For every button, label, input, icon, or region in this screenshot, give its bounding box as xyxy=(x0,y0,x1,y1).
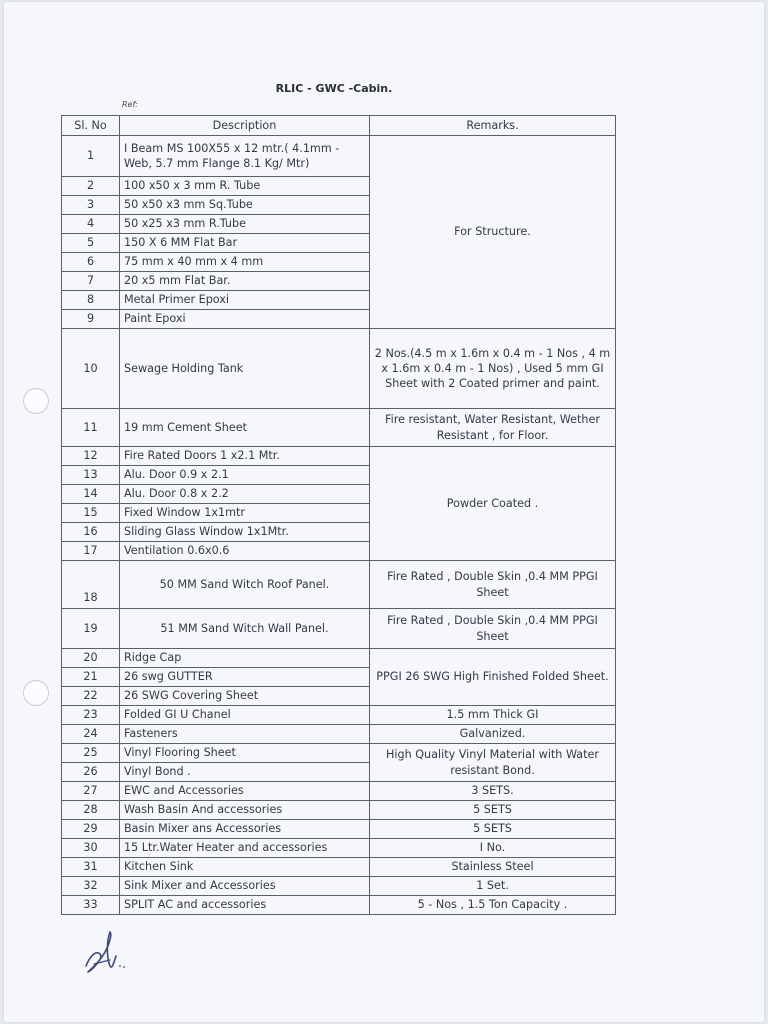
remarks-cell: Fire Rated , Double Skin ,0.4 MM PPGI Sheet xyxy=(370,561,616,609)
description-cell: Basin Mixer ans Accessories xyxy=(120,820,370,839)
description-cell: Vinyl Bond . xyxy=(120,763,370,782)
sl-no-cell: 26 xyxy=(62,763,120,782)
remarks-cell: Powder Coated . xyxy=(370,447,616,561)
description-cell: Metal Primer Epoxi xyxy=(120,291,370,310)
remarks-cell: Fire Rated , Double Skin ,0.4 MM PPGI Sheet xyxy=(370,609,616,649)
description-cell: Alu. Door 0.8 x 2.2 xyxy=(120,485,370,504)
description-cell: 100 x50 x 3 mm R. Tube xyxy=(120,177,370,196)
remarks-cell: 5 SETS xyxy=(370,820,616,839)
description-cell: Folded GI U Chanel xyxy=(120,706,370,725)
sl-no-cell: 9 xyxy=(62,310,120,329)
description-cell: Wash Basin And accessories xyxy=(120,801,370,820)
remarks-cell: High Quality Vinyl Material with Water resistant Bond. xyxy=(370,744,616,782)
description-cell: Kitchen Sink xyxy=(120,858,370,877)
table-row xyxy=(62,447,616,466)
table-row xyxy=(62,609,616,649)
description-cell: Ridge Cap xyxy=(120,649,370,668)
remarks-cell: PPGI 26 SWG High Finished Folded Sheet. xyxy=(370,649,616,706)
description-cell: 26 swg GUTTER xyxy=(120,668,370,687)
signature-mark xyxy=(80,926,140,982)
remarks-cell: 5 - Nos , 1.5 Ton Capacity . xyxy=(370,896,616,915)
sl-no-cell: 19 xyxy=(62,609,120,649)
sl-no-cell: 24 xyxy=(62,725,120,744)
sl-no-cell: 3 xyxy=(62,196,120,215)
sl-no-cell: 32 xyxy=(62,877,120,896)
sl-no-cell: 14 xyxy=(62,485,120,504)
remarks-cell: Galvanized. xyxy=(370,725,616,744)
sl-no-cell: 31 xyxy=(62,858,120,877)
remarks-cell: 5 SETS xyxy=(370,801,616,820)
remarks-cell: 3 SETS. xyxy=(370,782,616,801)
description-cell: Sink Mixer and Accessories xyxy=(120,877,370,896)
description-cell: 50 MM Sand Witch Roof Panel. xyxy=(120,561,370,609)
table-row xyxy=(62,649,616,668)
sl-no-cell: 10 xyxy=(62,329,120,409)
description-cell: I Beam MS 100X55 x 12 mtr.( 4.1mm - Web, 5.7 mm Flange 8.1 Kg/ Mtr) xyxy=(120,136,370,177)
table-row xyxy=(62,801,616,820)
table-row xyxy=(62,136,616,177)
sl-no-cell: 30 xyxy=(62,839,120,858)
sl-no-cell: 27 xyxy=(62,782,120,801)
description-cell: SPLIT AC and accessories xyxy=(120,896,370,915)
description-cell: 26 SWG Covering Sheet xyxy=(120,687,370,706)
remarks-cell: Stainless Steel xyxy=(370,858,616,877)
description-cell: Paint Epoxi xyxy=(120,310,370,329)
document-page xyxy=(4,2,764,1022)
punch-hole xyxy=(23,388,49,414)
sl-no-cell: 15 xyxy=(62,504,120,523)
table-row xyxy=(62,877,616,896)
remarks-cell: 1 Set. xyxy=(370,877,616,896)
description-cell: Sewage Holding Tank xyxy=(120,329,370,409)
sl-no-cell: 28 xyxy=(62,801,120,820)
description-cell: Fire Rated Doors 1 x2.1 Mtr. xyxy=(120,447,370,466)
description-cell: EWC and Accessories xyxy=(120,782,370,801)
sl-no-cell: 16 xyxy=(62,523,120,542)
description-cell: 50 x50 x3 mm Sq.Tube xyxy=(120,196,370,215)
table-row xyxy=(62,744,616,763)
sl-no-cell: 6 xyxy=(62,253,120,272)
table-row xyxy=(62,858,616,877)
description-cell: 20 x5 mm Flat Bar. xyxy=(120,272,370,291)
table-row xyxy=(62,820,616,839)
description-cell: 150 X 6 MM Flat Bar xyxy=(120,234,370,253)
description-cell: 19 mm Cement Sheet xyxy=(120,409,370,447)
table-row xyxy=(62,782,616,801)
description-cell: 15 Ltr.Water Heater and accessories xyxy=(120,839,370,858)
remarks-cell: I No. xyxy=(370,839,616,858)
sl-no-cell: 2 xyxy=(62,177,120,196)
sl-no-cell: 13 xyxy=(62,466,120,485)
remarks-cell: Fire resistant, Water Resistant, Wether Resistant , for Floor. xyxy=(370,409,616,447)
table-row xyxy=(62,839,616,858)
page-title: RLIC - GWC -Cabin. xyxy=(275,82,393,95)
table-row xyxy=(62,561,616,609)
table-row xyxy=(62,329,616,409)
table-row xyxy=(62,706,616,725)
sl-no-cell: 20 xyxy=(62,649,120,668)
description-cell: Vinyl Flooring Sheet xyxy=(120,744,370,763)
sl-no-cell: 12 xyxy=(62,447,120,466)
description-cell: 75 mm x 40 mm x 4 mm xyxy=(120,253,370,272)
description-cell: 50 x25 x3 mm R.Tube xyxy=(120,215,370,234)
sl-no-cell: 23 xyxy=(62,706,120,725)
description-cell: Fasteners xyxy=(120,725,370,744)
remarks-cell: 2 Nos.(4.5 m x 1.6m x 0.4 m - 1 Nos , 4 m x 1.6m x 0.4 m - 1 Nos) , Used 5 mm GI Sheet with 2 Coated primer and paint. xyxy=(370,329,616,409)
table-row xyxy=(62,409,616,447)
header-sl-no: Sl. No xyxy=(62,116,120,136)
description-cell: Sliding Glass Window 1x1Mtr. xyxy=(120,523,370,542)
sl-no-cell: 4 xyxy=(62,215,120,234)
description-cell: Alu. Door 0.9 x 2.1 xyxy=(120,466,370,485)
table-header-row xyxy=(62,116,616,136)
materials-table xyxy=(61,115,616,915)
remarks-cell: For Structure. xyxy=(370,136,616,329)
sl-no-cell: 18 xyxy=(62,561,120,609)
sl-no-cell: 22 xyxy=(62,687,120,706)
sl-no-cell: 1 xyxy=(62,136,120,177)
table-row xyxy=(62,725,616,744)
sl-no-cell: 11 xyxy=(62,409,120,447)
sl-no-cell: 25 xyxy=(62,744,120,763)
header-description: Description xyxy=(120,116,370,136)
sl-no-cell: 5 xyxy=(62,234,120,253)
sl-no-cell: 17 xyxy=(62,542,120,561)
sl-no-cell: 7 xyxy=(62,272,120,291)
sl-no-cell: 33 xyxy=(62,896,120,915)
ref-label: Ref: xyxy=(122,100,138,109)
description-cell: Ventilation 0.6x0.6 xyxy=(120,542,370,561)
remarks-cell: 1.5 mm Thick GI xyxy=(370,706,616,725)
description-cell: 51 MM Sand Witch Wall Panel. xyxy=(120,609,370,649)
header-remarks: Remarks. xyxy=(370,116,616,136)
sl-no-cell: 8 xyxy=(62,291,120,310)
sl-no-cell: 29 xyxy=(62,820,120,839)
sl-no-cell: 21 xyxy=(62,668,120,687)
punch-hole xyxy=(23,680,49,706)
description-cell: Fixed Window 1x1mtr xyxy=(120,504,370,523)
table-row xyxy=(62,896,616,915)
